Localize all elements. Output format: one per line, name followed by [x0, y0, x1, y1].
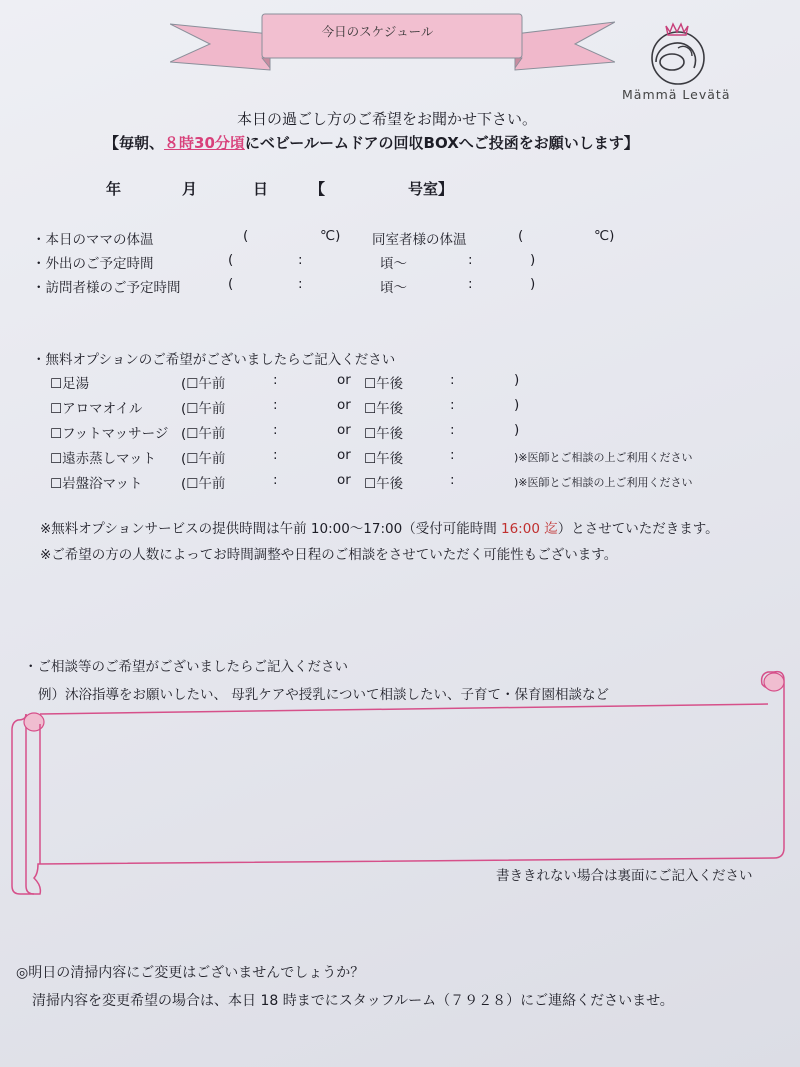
option-row [0, 447, 800, 469]
doctor-consult-note: )※医師とご相談の上ご利用ください [514, 476, 693, 489]
pm-checkbox[interactable]: ☐午後 [364, 401, 404, 417]
colon: : [298, 252, 303, 268]
paren-open: ( [518, 228, 524, 244]
approx-label: 頃～ [380, 280, 407, 296]
roommate-temp-label: 同室者様の体温 [372, 232, 467, 248]
option-name[interactable]: ☐岩盤浴マット [50, 476, 143, 492]
service-note-b: ）とさせていただきます。 [557, 521, 719, 537]
month-label: 月 [182, 180, 198, 198]
banner-title: 今日のスケジュール [321, 24, 434, 39]
am-checkbox[interactable]: (☐午前 [181, 426, 226, 442]
celsius-close: ℃) [594, 228, 615, 244]
colon: : [273, 372, 278, 388]
paren-close: ) [514, 422, 520, 438]
option-row [0, 397, 800, 419]
pm-checkbox[interactable]: ☐午後 [364, 451, 404, 467]
paren-close: ) [514, 397, 520, 413]
paren-close: ) [514, 372, 520, 388]
consult-example: 例）沐浴指導をお願いしたい、 母乳ケアや授乳について相談したい、子育て・保育園相談など [38, 687, 610, 703]
or-label: or [337, 472, 351, 488]
am-checkbox[interactable]: (☐午前 [181, 451, 226, 467]
service-note-time: 16:00 迄 [501, 521, 558, 537]
cleaning-instruction: 清掃内容を変更希望の場合は、本日 18 時までにスタッフルーム（７９２８）にご連絡くださいませ。 [32, 993, 674, 1009]
visitor-time-row [0, 276, 800, 298]
am-checkbox[interactable]: (☐午前 [181, 401, 226, 417]
paren-close: ) [530, 252, 536, 268]
paren-close: ) [530, 276, 536, 292]
paren-open: ( [228, 252, 234, 268]
doctor-consult-note: )※医師とご相談の上ご利用ください [514, 451, 693, 464]
pm-checkbox[interactable]: ☐午後 [364, 476, 404, 492]
outing-time-row [0, 252, 800, 274]
option-name[interactable]: ☐遠赤蒸しマット [50, 451, 157, 467]
cleaning-question: ◎明日の清掃内容にご変更はございませんでしょうか？ [16, 965, 365, 981]
colon: : [298, 276, 303, 292]
option-name[interactable]: ☐足湯 [50, 376, 90, 392]
approx-label: 頃～ [380, 256, 407, 272]
consult-heading: ・ご相談等のご希望がございましたらご記入ください [24, 659, 348, 675]
colon: : [273, 422, 278, 438]
colon: : [273, 472, 278, 488]
option-row [0, 422, 800, 444]
colon: : [273, 447, 278, 463]
colon: : [450, 422, 455, 438]
am-checkbox[interactable]: (☐午前 [181, 476, 226, 492]
pm-checkbox[interactable]: ☐午後 [364, 376, 404, 392]
outing-label: ・外出のご予定時間 [32, 256, 154, 272]
or-label: or [337, 372, 351, 388]
colon: : [273, 397, 278, 413]
options-heading: ・無料オプションのご希望がございましたらご記入ください [32, 352, 396, 368]
people-note: ※ご希望の方の人数によってお時間調整や日程のご相談をさせていただく可能性もございます。 [40, 547, 618, 563]
colon: : [450, 372, 455, 388]
drop-off-notice [104, 132, 639, 153]
day-label: 日 [253, 180, 269, 198]
notice-time: ８時30分頃 [164, 134, 245, 152]
paren-open: ( [243, 228, 249, 244]
notice-open: 【毎朝、 [104, 134, 165, 152]
colon: : [450, 397, 455, 413]
pm-checkbox[interactable]: ☐午後 [364, 426, 404, 442]
service-note-a: ※無料オプションサービスの提供時間は午前 10:00～17:00（受付可能時間 [40, 521, 501, 537]
option-row [0, 372, 800, 394]
colon: : [450, 472, 455, 488]
option-name[interactable]: ☐フットマッサージ [50, 426, 169, 442]
colon: : [450, 447, 455, 463]
mama-temp-label: ・本日のママの体温 [32, 232, 154, 248]
date-room-line [0, 178, 800, 200]
room-label: 号室】 [408, 180, 454, 198]
year-label: 年 [106, 180, 122, 198]
am-checkbox[interactable]: (☐午前 [181, 376, 226, 392]
notice-rest: にベビールームドアの回収BOXへご投函をお願いします】 [244, 134, 639, 152]
or-label: or [337, 447, 351, 463]
mother-baby-logo-icon [642, 18, 714, 88]
paren-open: ( [228, 276, 234, 292]
mama-temperature-row [0, 228, 800, 250]
intro-text: 本日の過ごし方のご希望をお聞かせ下さい。 [237, 110, 538, 128]
visitor-label: ・訪問者様のご予定時間 [32, 280, 181, 296]
or-label: or [337, 422, 351, 438]
overflow-note: 書ききれない場合は裏面にご記入ください [496, 868, 753, 884]
room-bracket-open: 【 [310, 180, 326, 198]
or-label: or [337, 397, 351, 413]
brand-name: Mämmä Levätä [622, 87, 731, 102]
colon: : [468, 276, 473, 292]
service-hours-note [40, 517, 719, 537]
option-name[interactable]: ☐アロマオイル [50, 401, 143, 417]
celsius-close: ℃) [320, 228, 341, 244]
colon: : [468, 252, 473, 268]
option-row [0, 472, 800, 494]
